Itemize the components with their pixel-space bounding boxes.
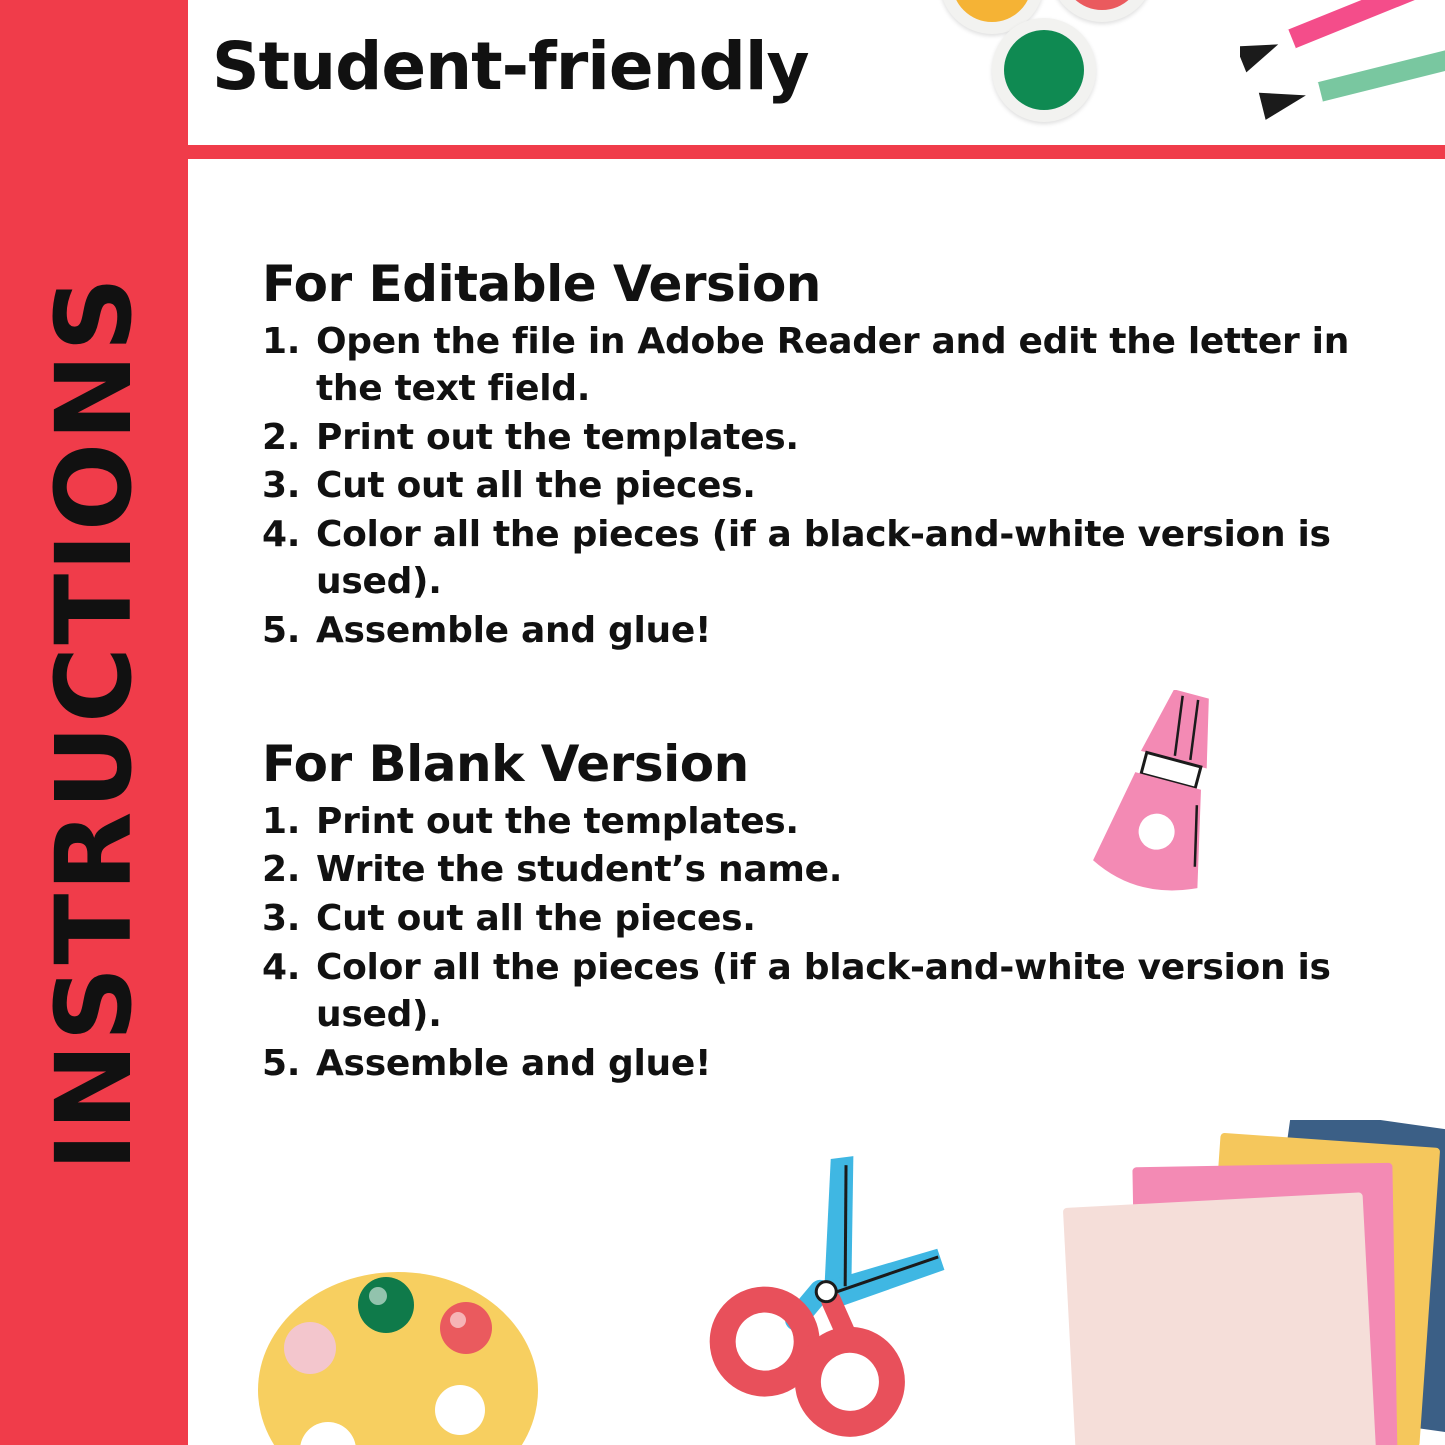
header-accent-bar (188, 145, 1445, 159)
paper-stack-icon (1060, 1120, 1445, 1445)
section-title-editable: For Editable Version (262, 255, 821, 313)
paint-cup-green-fill (1004, 30, 1084, 110)
step-text: Print out the templates. (316, 800, 799, 842)
step-text: Cut out all the pieces. (316, 465, 756, 507)
step-text: Color all the pieces (if a black-and-white version is used). (316, 946, 1331, 1035)
section-editable-version (262, 255, 1422, 655)
list-item (262, 608, 1422, 655)
step-text: Assemble and glue! (316, 1042, 712, 1084)
sidebar-label-text: INSTRUCTIONS (33, 274, 156, 1171)
step-number: 1. (262, 800, 301, 842)
paper-stack-group (1060, 1120, 1445, 1445)
list-item (262, 847, 1422, 894)
step-text: Print out the templates. (316, 416, 799, 458)
step-number: 5. (262, 609, 301, 651)
step-number: 2. (262, 416, 301, 458)
page-title: Student-friendly (212, 28, 809, 105)
step-number: 5. (262, 1042, 301, 1084)
step-number: 3. (262, 898, 301, 940)
sidebar (0, 0, 188, 1445)
scissors-group (700, 1145, 1000, 1445)
step-number: 1. (262, 321, 301, 362)
instructions-content (262, 255, 1422, 1097)
section-blank-version (262, 735, 1422, 1088)
list-item (262, 512, 1422, 606)
step-text: Open the file in Adobe Reader and edit the letter in the text field. (316, 321, 1350, 409)
section-title-blank: For Blank Version (262, 734, 749, 793)
step-text: Cut out all the pieces. (316, 898, 756, 940)
paint-palette-group (248, 1250, 568, 1445)
paint-cup-red (1050, 0, 1154, 22)
steps-list-editable (262, 319, 1422, 655)
step-number: 4. (262, 946, 301, 988)
list-item (262, 1041, 1422, 1088)
step-number: 2. (262, 849, 301, 891)
paint-brushes-group (1240, 0, 1445, 135)
step-text: Write the student’s name. (316, 849, 843, 891)
paint-cup-yellow (940, 0, 1044, 34)
list-item (262, 799, 1422, 846)
steps-list-blank (262, 799, 1422, 1088)
paint-cup-green (992, 18, 1096, 122)
scissors-icon (700, 1145, 1000, 1445)
paint-cups-group (930, 0, 1100, 120)
list-item (262, 415, 1422, 462)
step-text: Assemble and glue! (316, 609, 712, 651)
list-item (262, 945, 1422, 1039)
step-text: Color all the pieces (if a black-and-white version is used). (316, 514, 1331, 602)
step-number: 3. (262, 465, 301, 507)
paint-cup-yellow-fill (952, 0, 1032, 22)
sidebar-label (0, 0, 188, 1445)
list-item (262, 463, 1422, 510)
paint-palette-icon (248, 1250, 568, 1445)
paint-brushes-icon (1240, 0, 1445, 130)
section-spacer (262, 665, 1422, 735)
paint-cup-red-fill (1062, 0, 1142, 10)
list-item (262, 896, 1422, 943)
step-number: 4. (262, 514, 301, 556)
list-item (262, 319, 1422, 413)
